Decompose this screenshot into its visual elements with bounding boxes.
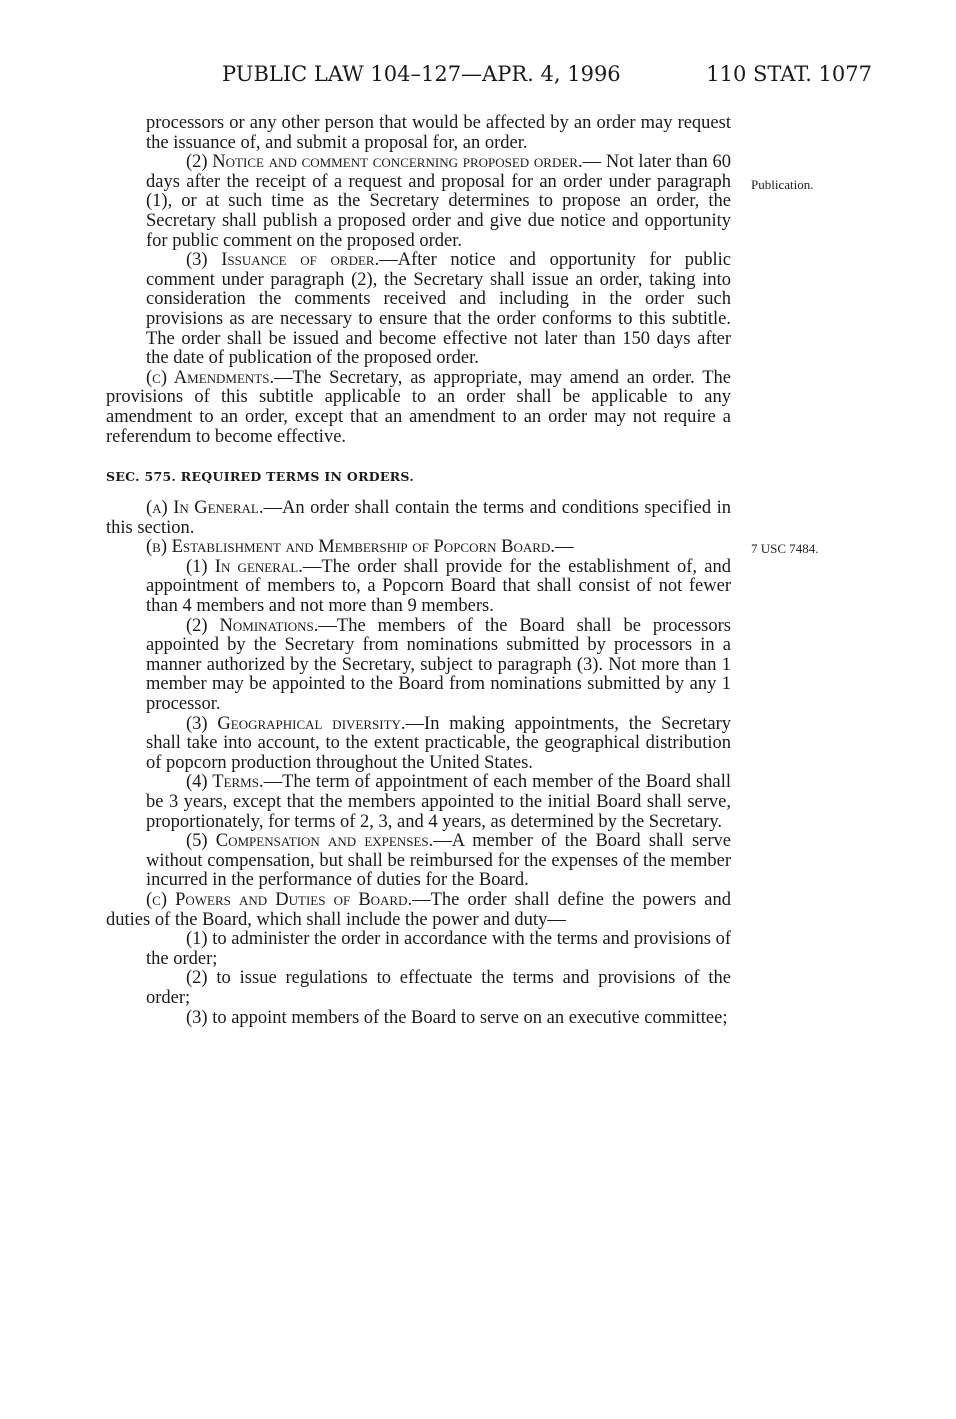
margin-note-usc: 7 USC 7484. bbox=[751, 541, 819, 556]
paragraph-powers-duties bbox=[106, 891, 731, 930]
paragraph-notice-comment bbox=[106, 153, 731, 251]
notice-comment-heading: (2) Notice and comment concerning proposed order.— bbox=[186, 152, 602, 173]
paragraph-b2 bbox=[106, 617, 731, 715]
b2-text: The members of the Board shall be processors appointed by the Secretary from nominations submitted by processors in a manner authorized by the Secretary, subject to paragraph (3). Not more than 1 member may be appointed to the Board from nominations submitted by any 1 processor. bbox=[146, 615, 731, 715]
b4-heading: (4) Terms.— bbox=[186, 772, 283, 793]
b5-text: A member of the Board shall serve without compensation, but shall be reimbursed for the expenses of the member incurred in the performance of duties for the Board. bbox=[146, 831, 731, 891]
b1-heading: (1) In general.— bbox=[186, 556, 322, 577]
issuance-heading: (3) Issuance of order.— bbox=[186, 250, 398, 271]
amendments-heading: (c) Amendments.— bbox=[146, 367, 293, 388]
document-body bbox=[106, 114, 731, 1028]
board-heading: (b) Establishment and Membership of Popcorn Board.— bbox=[146, 537, 574, 558]
notice-comment-text: Not later than 60 days after the receipt of a request and proposal for an order under paragraph (1), or at such time as the Secretary determines to propose an order, the Secretary shall publish a proposed order and give due notice and opportunity for public comment on the proposed order. bbox=[146, 152, 731, 251]
paragraph-cc3: (3) to appoint members of the Board to serve on an executive committee; bbox=[186, 1007, 728, 1028]
paragraph-continuation: processors or any other person that would be affected by an order may request the issuance of, and submit a proposal for, an order. bbox=[146, 113, 731, 153]
issuance-text: After notice and opportunity for public comment under paragraph (2), the Secretary shall issue an order, taking into consideration the comments received and including in the order such provisions as are necessary to ensure that the order conforms to this subtitle. The order shall be issued and become effective not later than 150 days after the date of publication of the proposed order. bbox=[146, 250, 731, 369]
powers-duties-heading: (c) Powers and Duties of Board.— bbox=[146, 889, 431, 910]
paragraph-cc1: (1) to administer the order in accordance with the terms and provisions of the order; bbox=[146, 929, 731, 969]
section-title: SEC. 575. REQUIRED TERMS IN ORDERS. bbox=[106, 469, 414, 485]
paragraph-in-general bbox=[106, 499, 731, 538]
b5-heading: (5) Compensation and expenses.— bbox=[186, 831, 452, 852]
paragraph-b4 bbox=[106, 773, 731, 832]
paragraph-issuance bbox=[106, 251, 731, 369]
page-header bbox=[222, 62, 872, 92]
paragraph-b5 bbox=[106, 832, 731, 891]
paragraph-cc2: (2) to issue regulations to effectuate the terms and provisions of the order; bbox=[146, 968, 731, 1008]
paragraph-b1 bbox=[106, 558, 731, 617]
b3-text: In making appointments, the Secretary shall take into account, to the extent practicable, the geographical distribution of popcorn production throughout the United States. bbox=[146, 713, 732, 773]
b3-heading: (3) Geographical diversity.— bbox=[186, 713, 425, 734]
amendments-text: The Secretary, as appropriate, may amend an order. The provisions of this subtitle applicable to an order shall be applicable to any amendment to an order, except that an amendment to an order may not require a referendum to become effective. bbox=[106, 367, 731, 447]
b1-text: The order shall provide for the establishment of, and appointment of members to, a Popcorn Board that shall consist of not fewer than 4 members and not more than 9 members. bbox=[146, 556, 731, 617]
powers-duties-text: The order shall define the powers and duties of the Board, which shall include the power and duty— bbox=[106, 889, 731, 930]
b4-text: The term of appointment of each member of the Board shall be 3 years, except that the members appointed to the initial Board shall serve, proportionately, for terms of 2, 3, and 4 years, as determined by the Secretary. bbox=[146, 772, 731, 832]
in-general-text: An order shall contain the terms and conditions specified in this section. bbox=[106, 498, 731, 538]
in-general-heading: (a) In General.— bbox=[146, 498, 282, 519]
margin-note-publication: Publication. bbox=[751, 177, 814, 192]
b2-heading: (2) Nominations.— bbox=[186, 615, 337, 636]
paragraph-amendments bbox=[106, 369, 731, 447]
paragraph-board-heading bbox=[106, 538, 731, 558]
paragraph-b3 bbox=[106, 715, 731, 774]
header-law-date: PUBLIC LAW 104–127—APR. 4, 1996 bbox=[222, 62, 621, 86]
header-statute-page: 110 STAT. 1077 bbox=[706, 62, 872, 86]
